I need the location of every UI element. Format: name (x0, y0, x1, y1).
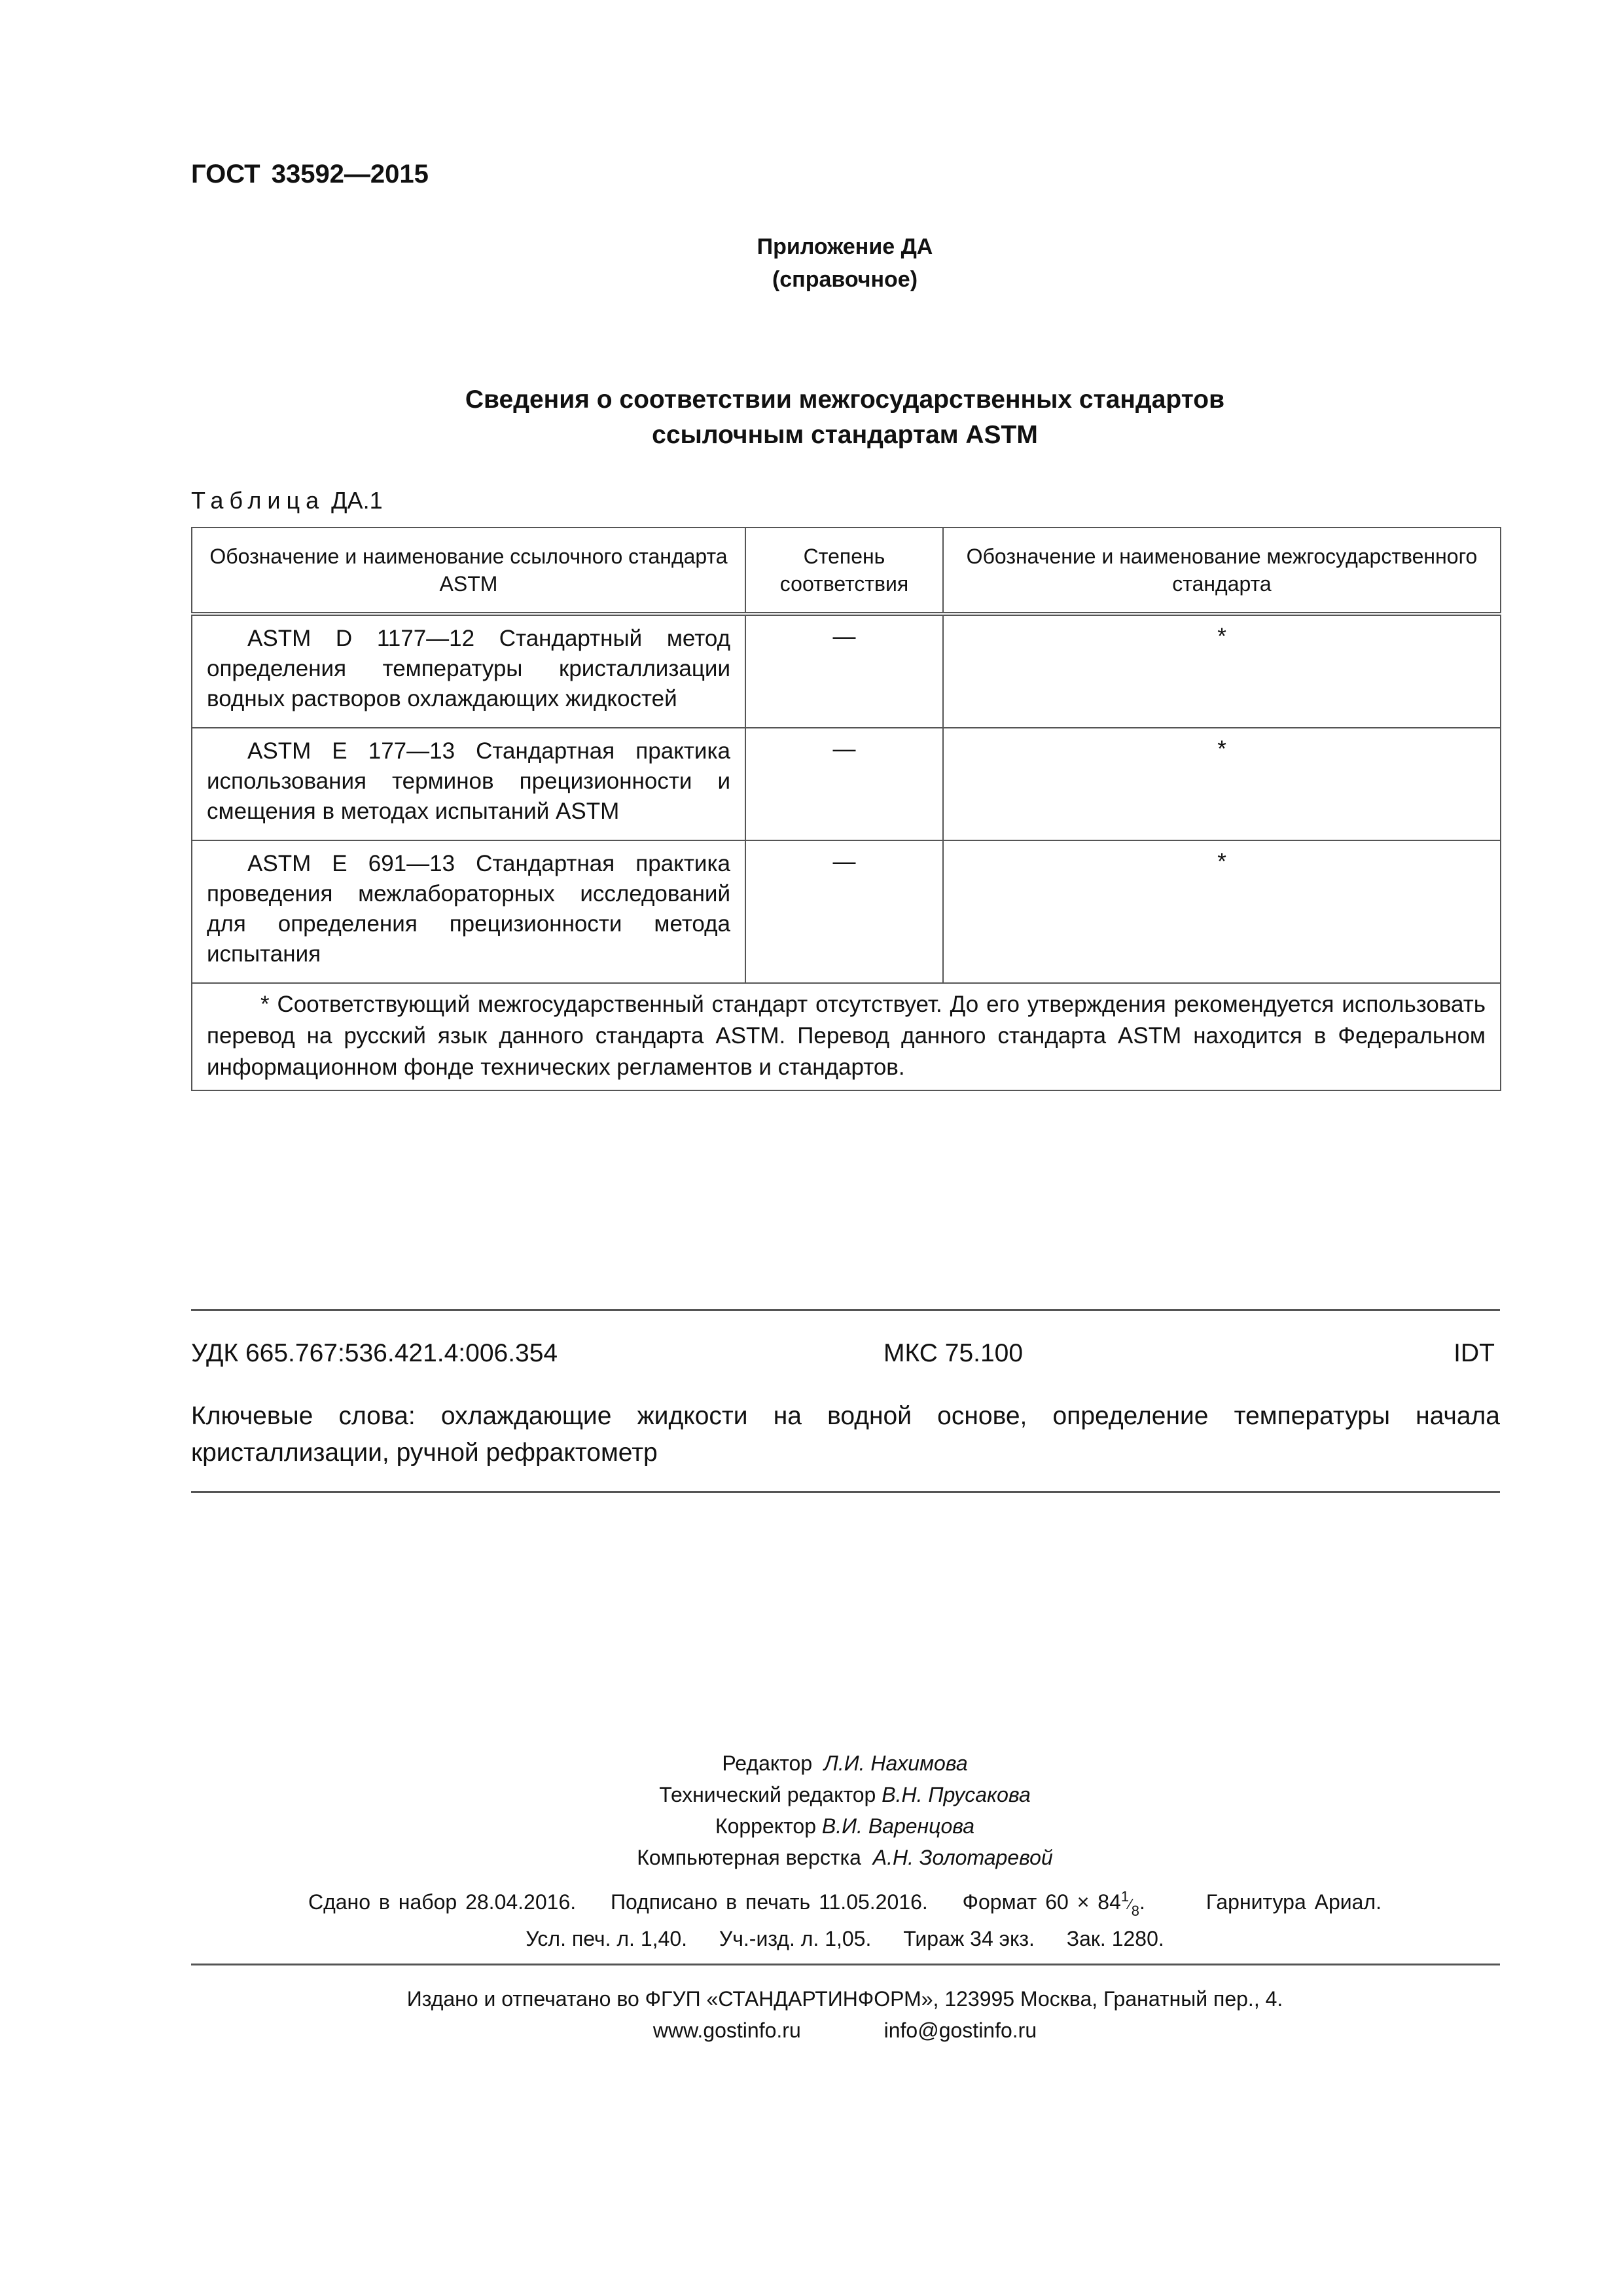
header-degree: Степень соответствия (745, 528, 943, 614)
udk-code: УДК 665.767:536.421.4:006.354 (191, 1339, 558, 1367)
publisher-website[interactable]: www.gostinfo.ru (652, 2018, 801, 2042)
correspondence-table (191, 527, 1501, 1091)
credit-editor (0, 1748, 1623, 1779)
credits-block (0, 1748, 1623, 1873)
degree-value: — (745, 728, 943, 840)
title-line-2: ссылочным стандартам ASTM (652, 421, 1038, 449)
table-row (192, 728, 1501, 840)
appendix-heading (0, 230, 1623, 296)
table-caption-number: ДА.1 (331, 487, 383, 514)
divider-imprint (191, 1964, 1500, 1965)
interstate-value: * (943, 840, 1501, 983)
editor-name: Л.И. Нахимова (823, 1751, 968, 1775)
typeface: Гарнитура Ариал. (1205, 1890, 1382, 1914)
astm-standard-name: ASTM E 177—13 Стандартная практика использования терминов прецизионности и смещения в методах испытаний ASTM (207, 738, 730, 824)
degree-value: — (745, 614, 943, 728)
editor-label: Редактор (722, 1751, 813, 1775)
divider-bottom (191, 1491, 1500, 1493)
print-run: Тираж 34 экз. (903, 1927, 1035, 1950)
mks-code: МКС 75.100 (883, 1339, 1024, 1367)
table-header-row (192, 528, 1501, 614)
appendix-main-title (0, 382, 1623, 453)
order-number: Зак. 1280. (1066, 1927, 1164, 1950)
publisher-email[interactable]: info@gostinfo.ru (883, 2018, 1037, 2042)
header-astm-standard: Обозначение и наименование ссылочного стандарта ASTM (192, 528, 745, 614)
submitted-date: Сдано в набор 28.04.2016. (308, 1890, 577, 1914)
astm-standard-name: ASTM E 691—13 Стандартная практика проведения межлабораторных исследований для определения прецизионности метода испытания (207, 851, 730, 967)
publisher-block (0, 1983, 1623, 2046)
imprint-line-2 (0, 1927, 1623, 1951)
header-interstate-standard: Обозначение и наименование межгосударственного стандарта (943, 528, 1501, 614)
astm-standard-name: ASTM D 1177—12 Стандартный метод определения температуры кристаллизации водных растворов охлаждающих жидкостей (207, 626, 730, 711)
publisher-address: Издано и отпечатано во ФГУП «СТАНДАРТИНФОРМ», 123995 Москва, Гранатный пер., 4. (406, 1987, 1283, 2011)
imprint-line-1 (0, 1888, 1623, 1919)
interstate-value: * (943, 614, 1501, 728)
divider-top (191, 1309, 1500, 1311)
title-line-1: Сведения о соответствии межгосударственных стандартов (465, 386, 1225, 414)
layout-name: А.Н. Золотаревой (872, 1846, 1053, 1869)
corrector-name: В.И. Варенцова (821, 1814, 975, 1838)
paper-format: Формат 60 × 841⁄8. (962, 1888, 1145, 1919)
table-row (192, 840, 1501, 983)
table-caption-word: Таблица (191, 487, 325, 514)
credit-layout (0, 1842, 1623, 1873)
table-row (192, 614, 1501, 728)
publishing-sheets: Уч.-изд. л. 1,05. (719, 1927, 872, 1950)
table-caption (191, 487, 383, 514)
credit-tech-editor (0, 1779, 1623, 1810)
table-note-row (192, 983, 1501, 1090)
corrector-label: Корректор (715, 1814, 817, 1838)
idt-code: IDT (1454, 1339, 1495, 1367)
interstate-value: * (943, 728, 1501, 840)
credit-corrector (0, 1810, 1623, 1842)
signed-date: Подписано в печать 11.05.2016. (611, 1890, 928, 1914)
tech-editor-label: Технический редактор (659, 1783, 876, 1806)
format-fraction: 1⁄8 (1120, 1888, 1140, 1919)
appendix-title: Приложение ДА (757, 234, 933, 259)
appendix-status: (справочное) (772, 267, 918, 292)
tech-editor-name: В.Н. Прусакова (882, 1783, 1031, 1806)
document-code: ГОСТ 33592—2015 (191, 160, 429, 188)
keywords: Ключевые слова: охлаждающие жидкости на водной основе, определение температуры начала кристаллизации, ручной рефрактометр (191, 1402, 1500, 1467)
layout-label: Компьютерная верстка (637, 1846, 861, 1869)
print-sheets: Усл. печ. л. 1,40. (526, 1927, 687, 1950)
degree-value: — (745, 840, 943, 983)
table-footnote: * Соответствующий межгосударственный стандарт отсутствует. До его утверждения рекомендуется использовать перевод на русский язык данного стандарта ASTM. Перевод данного стандарта ASTM находится в Федеральном информационном фонде технических регламентов и стандартов. (192, 983, 1501, 1090)
publisher-contacts (0, 2015, 1623, 2046)
